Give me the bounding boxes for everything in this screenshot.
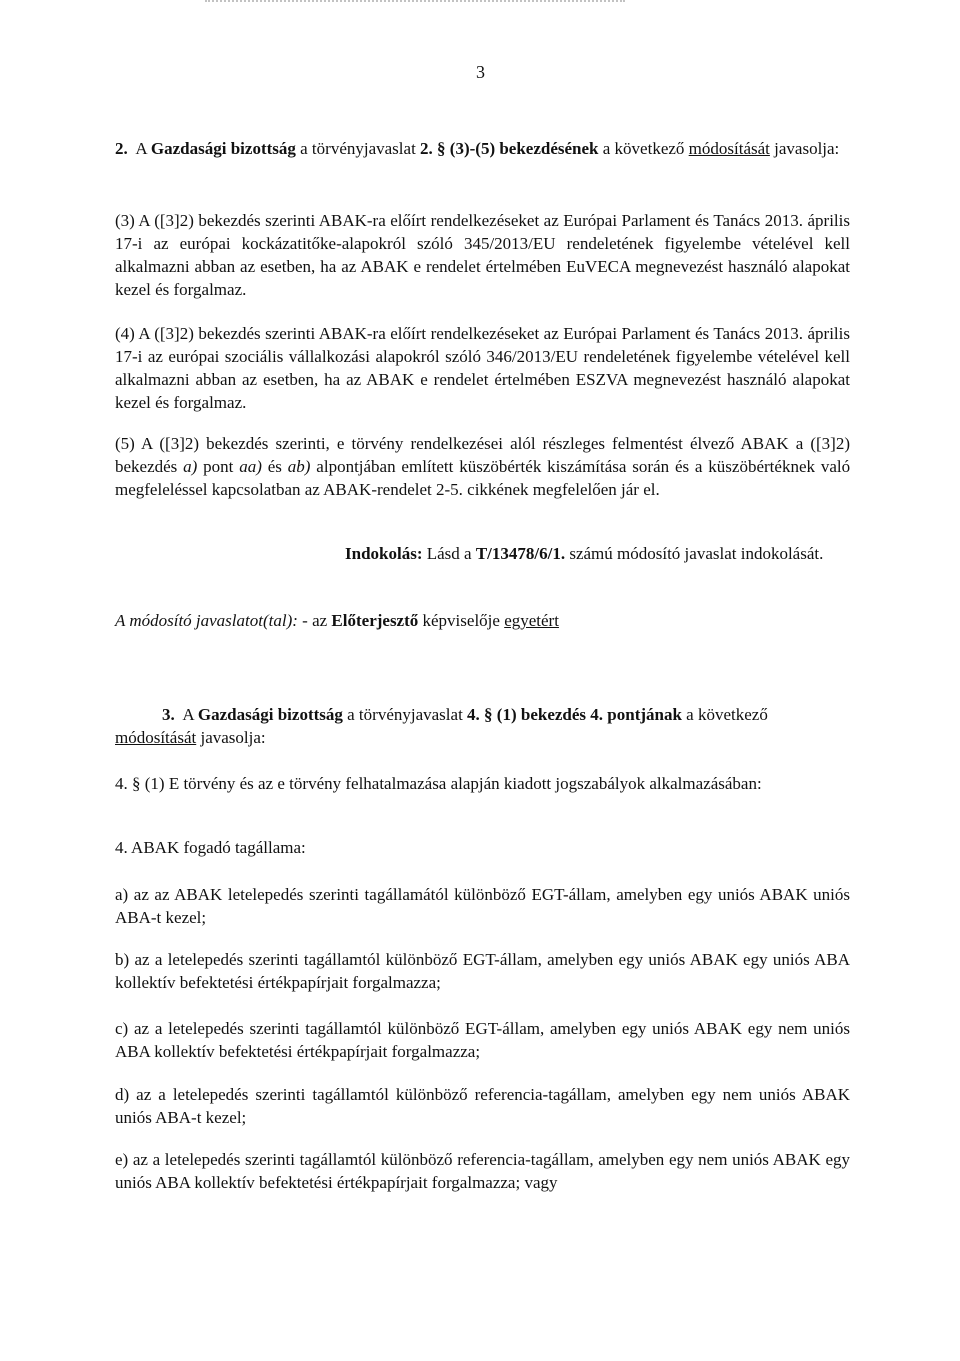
list-item-b: b) az a letelepedés szerinti tagállamtól különböző EGT-állam, amelyben egy uniós ABAK egy uniós ABA kollektív befektetési értékpapírjait forgalmazza; — [115, 950, 850, 992]
scan-top-edge — [205, 0, 625, 5]
list-item-c: c) az a letelepedés szerinti tagállamtól különböző EGT-állam, amelyben egy uniós ABAK egy nem uniós ABA kollektív befektetési értékpapírjait forgalmazza; — [115, 1019, 850, 1061]
section-4-intro: 4. § (1) E törvény és az e törvény felhatalmazása alapján kiadott jogszabályok alkalmazásában: — [115, 774, 762, 793]
item-3-heading: 3. A Gazdasági bizottság a törvényjavaslat 4. § (1) bekezdés 4. pontjának a következő — [162, 705, 768, 724]
support-statement: A módosító javaslatot(tal): - az Előterjesztő képviselője egyetért — [115, 611, 559, 630]
reasoning: Indokolás: Lásd a T/13478/6/1. számú módosító javaslat indokolását. — [345, 544, 824, 563]
page-number: 3 — [476, 62, 485, 82]
item-2-heading: 2. A Gazdasági bizottság a törvényjavaslat 2. § (3)-(5) bekezdésének a következő módosítását javasolja: — [115, 139, 840, 158]
item-3-heading-cont: módosítását javasolja: — [115, 728, 266, 747]
paragraph-4: (4) A ([3]2) bekezdés szerinti ABAK-ra előírt rendelkezéseket az Európai Parlament és Tanács 2013. április 17-i az európai szociális vállalkozási alapokról szóló 346/2013/EU rendeletének figyelembe vételével kell alkalmazni abban az esetben, ha az ABAK e rendelet értelmében ESZVA megnevezést használó alapokat kezel és forgalmaz. — [115, 324, 850, 412]
section-4-title: 4. ABAK fogadó tagállama: — [115, 838, 306, 857]
list-item-e: e) az a letelepedés szerinti tagállamtól különböző referencia-tagállam, amelyben egy nem uniós ABAK egy uniós ABA kollektív befektetési értékpapírjait forgalmazza; vagy — [115, 1150, 850, 1192]
paragraph-5: (5) A ([3]2) bekezdés szerinti, e törvény rendelkezései alól részleges felmentést élvező ABAK a ([3]2) bekezdés a) pont aa) és ab) alpontjában említett küszöbérték kiszámítása során és a küszöbértéknek való megfeleléssel kapcsolatban az ABAK-rendelet 2-5. cikkének megfelelően jár el. — [115, 434, 851, 499]
list-item-a: a) az az ABAK letelepedés szerinti tagállamától különböző EGT-állam, amelyben egy uniós ABAK uniós ABA-t kezel; — [115, 885, 850, 927]
list-item-d: d) az a letelepedés szerinti tagállamtól különböző referencia-tagállam, amelyben egy nem uniós ABAK uniós ABA-t kezel; — [115, 1085, 850, 1127]
paragraph-3: (3) A ([3]2) bekezdés szerinti ABAK-ra előírt rendelkezéseket az Európai Parlament és Tanács 2013. április 17-i az európai kockázatitőke-alapokról szóló 345/2013/EU rendeletének figyelembe vételével kell alkalmazni abban az esetben, ha az ABAK e rendelet értelmében EuVECA megnevezést használó alapokat kezel és forgalmaz. — [115, 211, 850, 299]
